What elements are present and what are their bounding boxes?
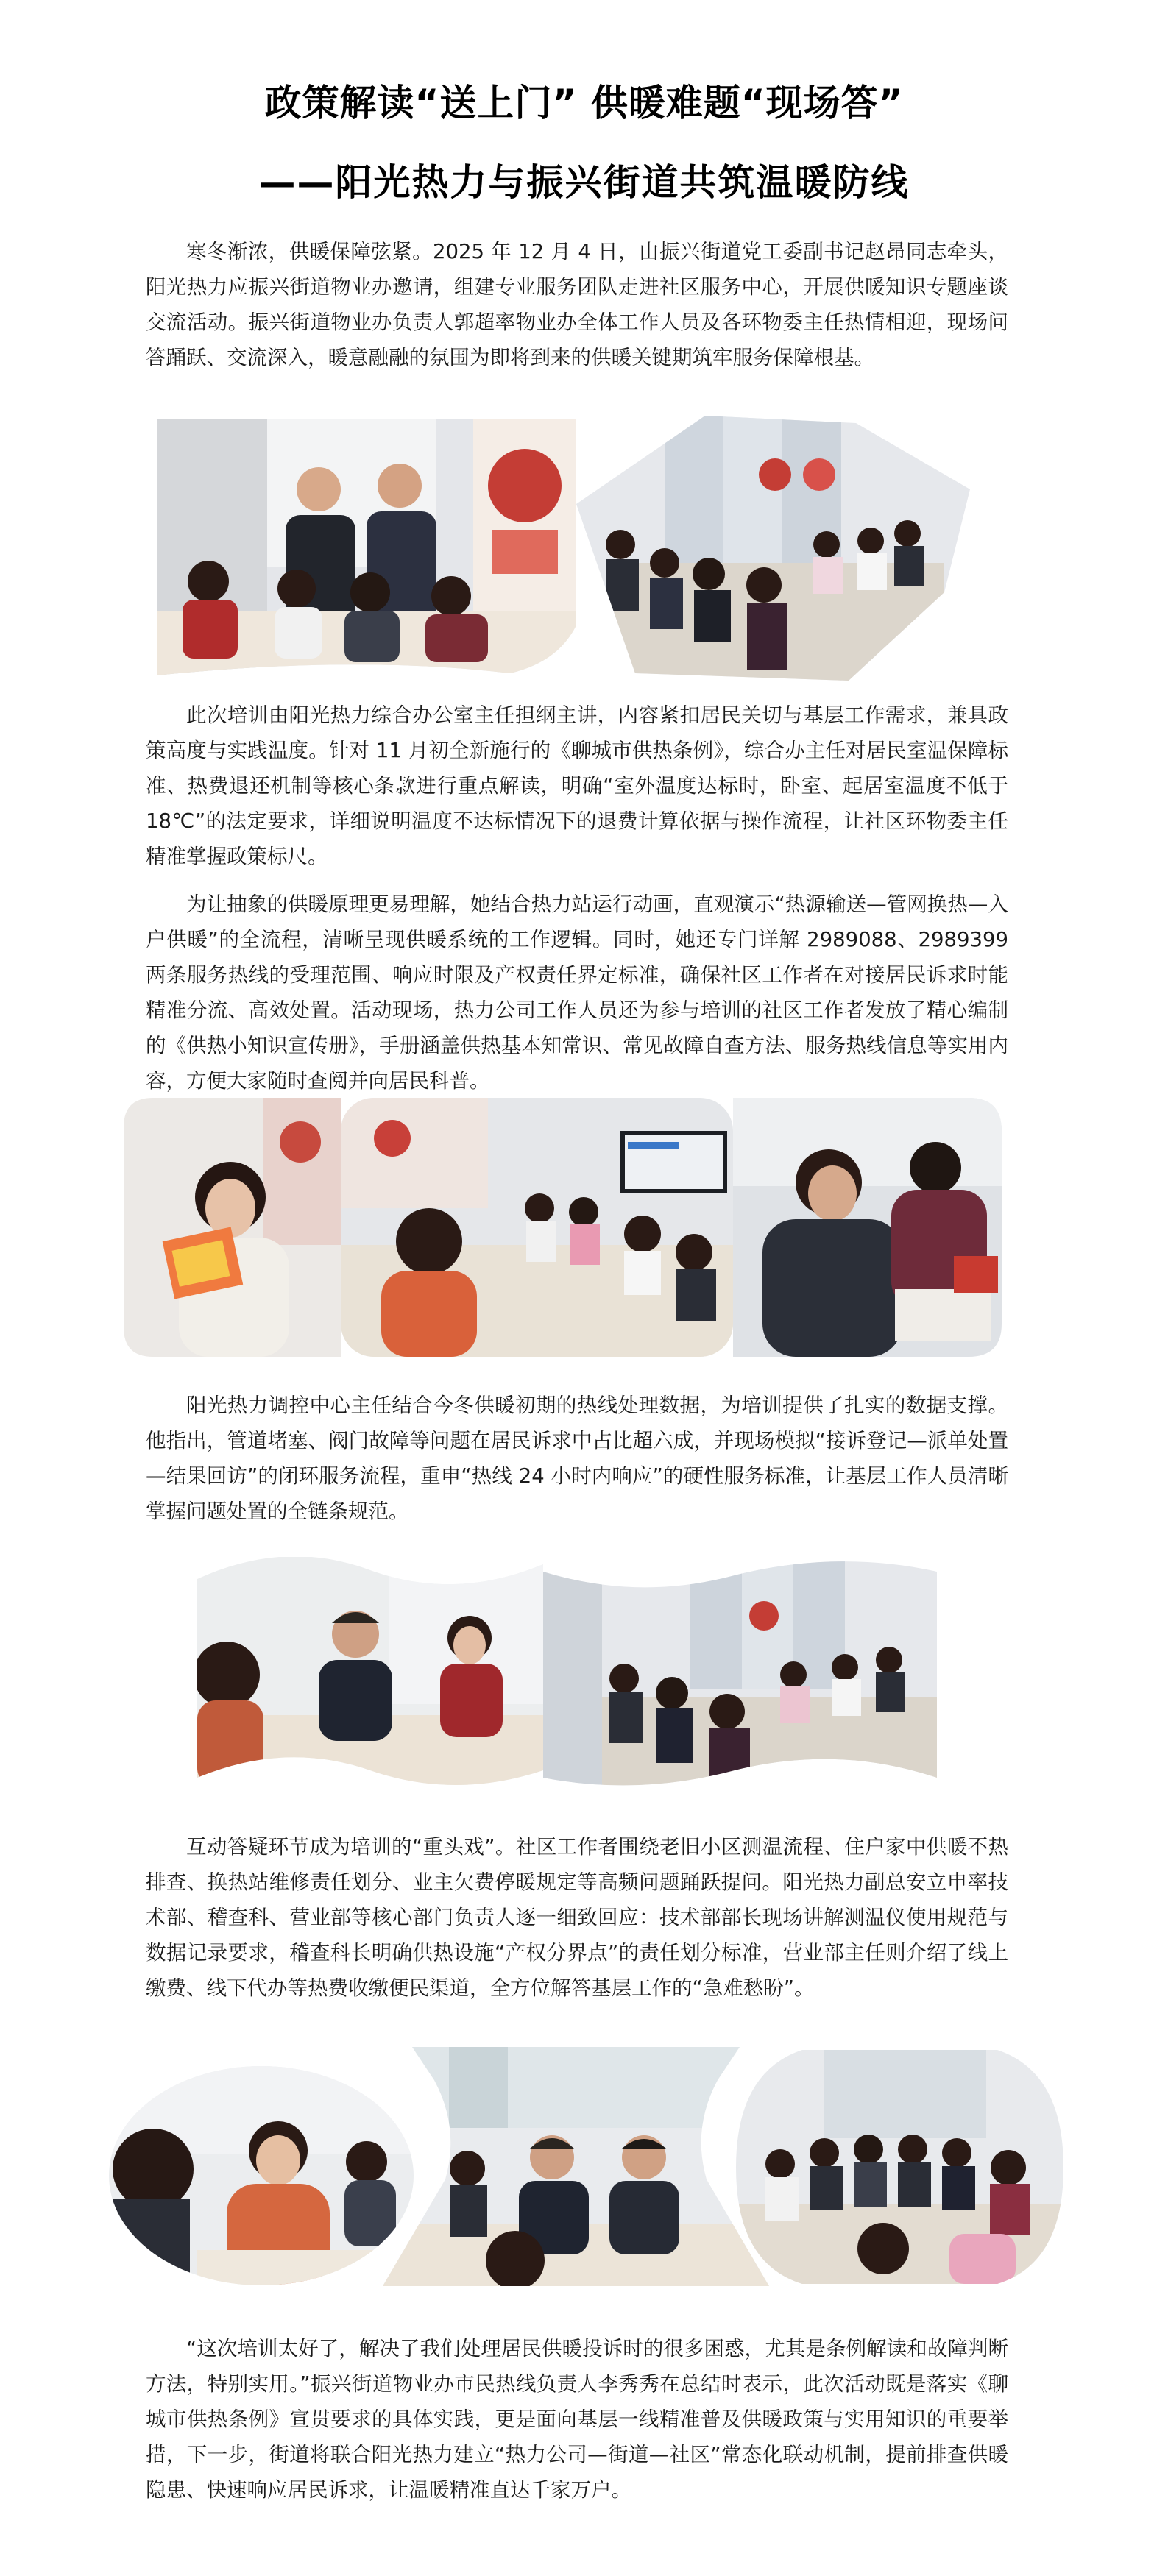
paragraph-qa: 互动答疑环节成为培训的“重头戏”。社区工作者围绕老旧小区测温流程、住户家中供暖不热排查、换热站维修责任划分、业主欠费停暖规定等高频问题踊跃提问。阳光热力副总安立申率技术部、稽查科、营业部等核心部门负责人逐一细致回应：技术部部长现场讲解测温仪使用规范与数据记录要求，稽查科长明确供热设施“产权分界点”的责任划分标准，营业部主任则介绍了线上缴费、线下代办等热费收缴便民渠道，全方位解答基层工作的“急难愁盼”。 <box>146 1835 1008 2000</box>
photo-woman-answering <box>109 2066 414 2285</box>
paragraph-closing: “这次培训太好了，解决了我们处理居民供暖投诉时的很多困惑，尤其是条例解读和故障判断方法，特别实用。”振兴街道物业办市民热线负责人李秀秀在总结时表示，此次活动既是落实《聊城市供热条例》宣贯要求的具体实践，更是面向基层一线精准普及供暖政策与实用知识的重要举措，下一步，街道将联合阳光热力建立“热力公司—街道—社区”常态化联动机制，提前排查供暖隐患、快速响应居民诉求，让温暖精准直达千家万户。 <box>146 2337 1008 2502</box>
paragraph-intro: 寒冬渐浓，供暖保障弦紧。2025 年 12 月 4 日，由振兴街道党工委副书记赵昂同志牵头，阳光热力应振兴街道物业办邀请，组建专业服务团队走进社区服务中心，开展供暖知识专题座谈交流活动。振兴街道物业办负责人郭超率物业办全体工作人员及各环物委主任热情相迎，现场问答踊跃、交流深入，暖意融融的氛围为即将到来的供暖关键期筑牢服务保障根基。 <box>146 240 1008 369</box>
photo-officials-seated <box>197 1557 543 1786</box>
photo-men-taking-notes <box>733 1098 1002 1357</box>
photo-meeting-room-wide <box>543 1557 937 1789</box>
paragraph-principle: 为让抽象的供暖原理更易理解，她结合热力站运行动画，直观演示“热源输送—管网换热—入户供暖”的全流程，清晰呈现供暖系统的工作逻辑。同时，她还专门详解 2989088、2989399 两条服务热线的受理范围、响应时限及产权责任界定标准，确保社区工作者在对接居民诉求时能精准分流、高效处置。活动现场，热力公司工作人员还为参与培训的社区工作者发放了精心编制的《供热小知识宣传册》，手册涵盖供热基本知常识、常见故障自查方法、服务热线信息等实用内容，方便大家随时查阅并向居民科普。 <box>146 893 1008 1093</box>
photo-presentation-screen <box>341 1098 733 1357</box>
photo-woman-reading-booklet <box>124 1098 341 1357</box>
photo-meeting-room-hexagon <box>576 416 970 681</box>
article-subtitle: ——阳光热力与振兴街道共筑温暖防线 <box>258 161 910 204</box>
photo-speakers-standing <box>157 419 576 675</box>
photo-panel-officials <box>383 2047 769 2286</box>
article-title: 政策解读“送上门” 供暖难题“现场答” <box>264 82 904 124</box>
photo-attendees-listening <box>736 2050 1063 2284</box>
paragraph-policy: 此次培训由阳光热力综合办公室主任担纲主讲，内容紧扣居民关切与基层工作需求，兼具政策高度与实践温度。针对 11 月初全新施行的《聊城市供热条例》，综合办主任对居民室温保障标准、热费退还机制等核心条款进行重点解读，明确“室外温度达标时，卧室、起居室温度不低于 18℃”的法定要求，详细说明温度不达标情况下的退费计算依据与操作流程，让社区环物委主任精准掌握政策标尺。 <box>146 703 1008 868</box>
paragraph-data-support: 阳光热力调控中心主任结合今冬供暖初期的热线处理数据，为培训提供了扎实的数据支撑。他指出，管道堵塞、阀门故障等问题在居民诉求中占比超六成，并现场模拟“接诉登记—派单处置—结果回访”的闭环服务流程，重申“热线 24 小时内响应”的硬性服务标准，让基层工作人员清晰掌握问题处置的全链条规范。 <box>146 1394 1008 1523</box>
